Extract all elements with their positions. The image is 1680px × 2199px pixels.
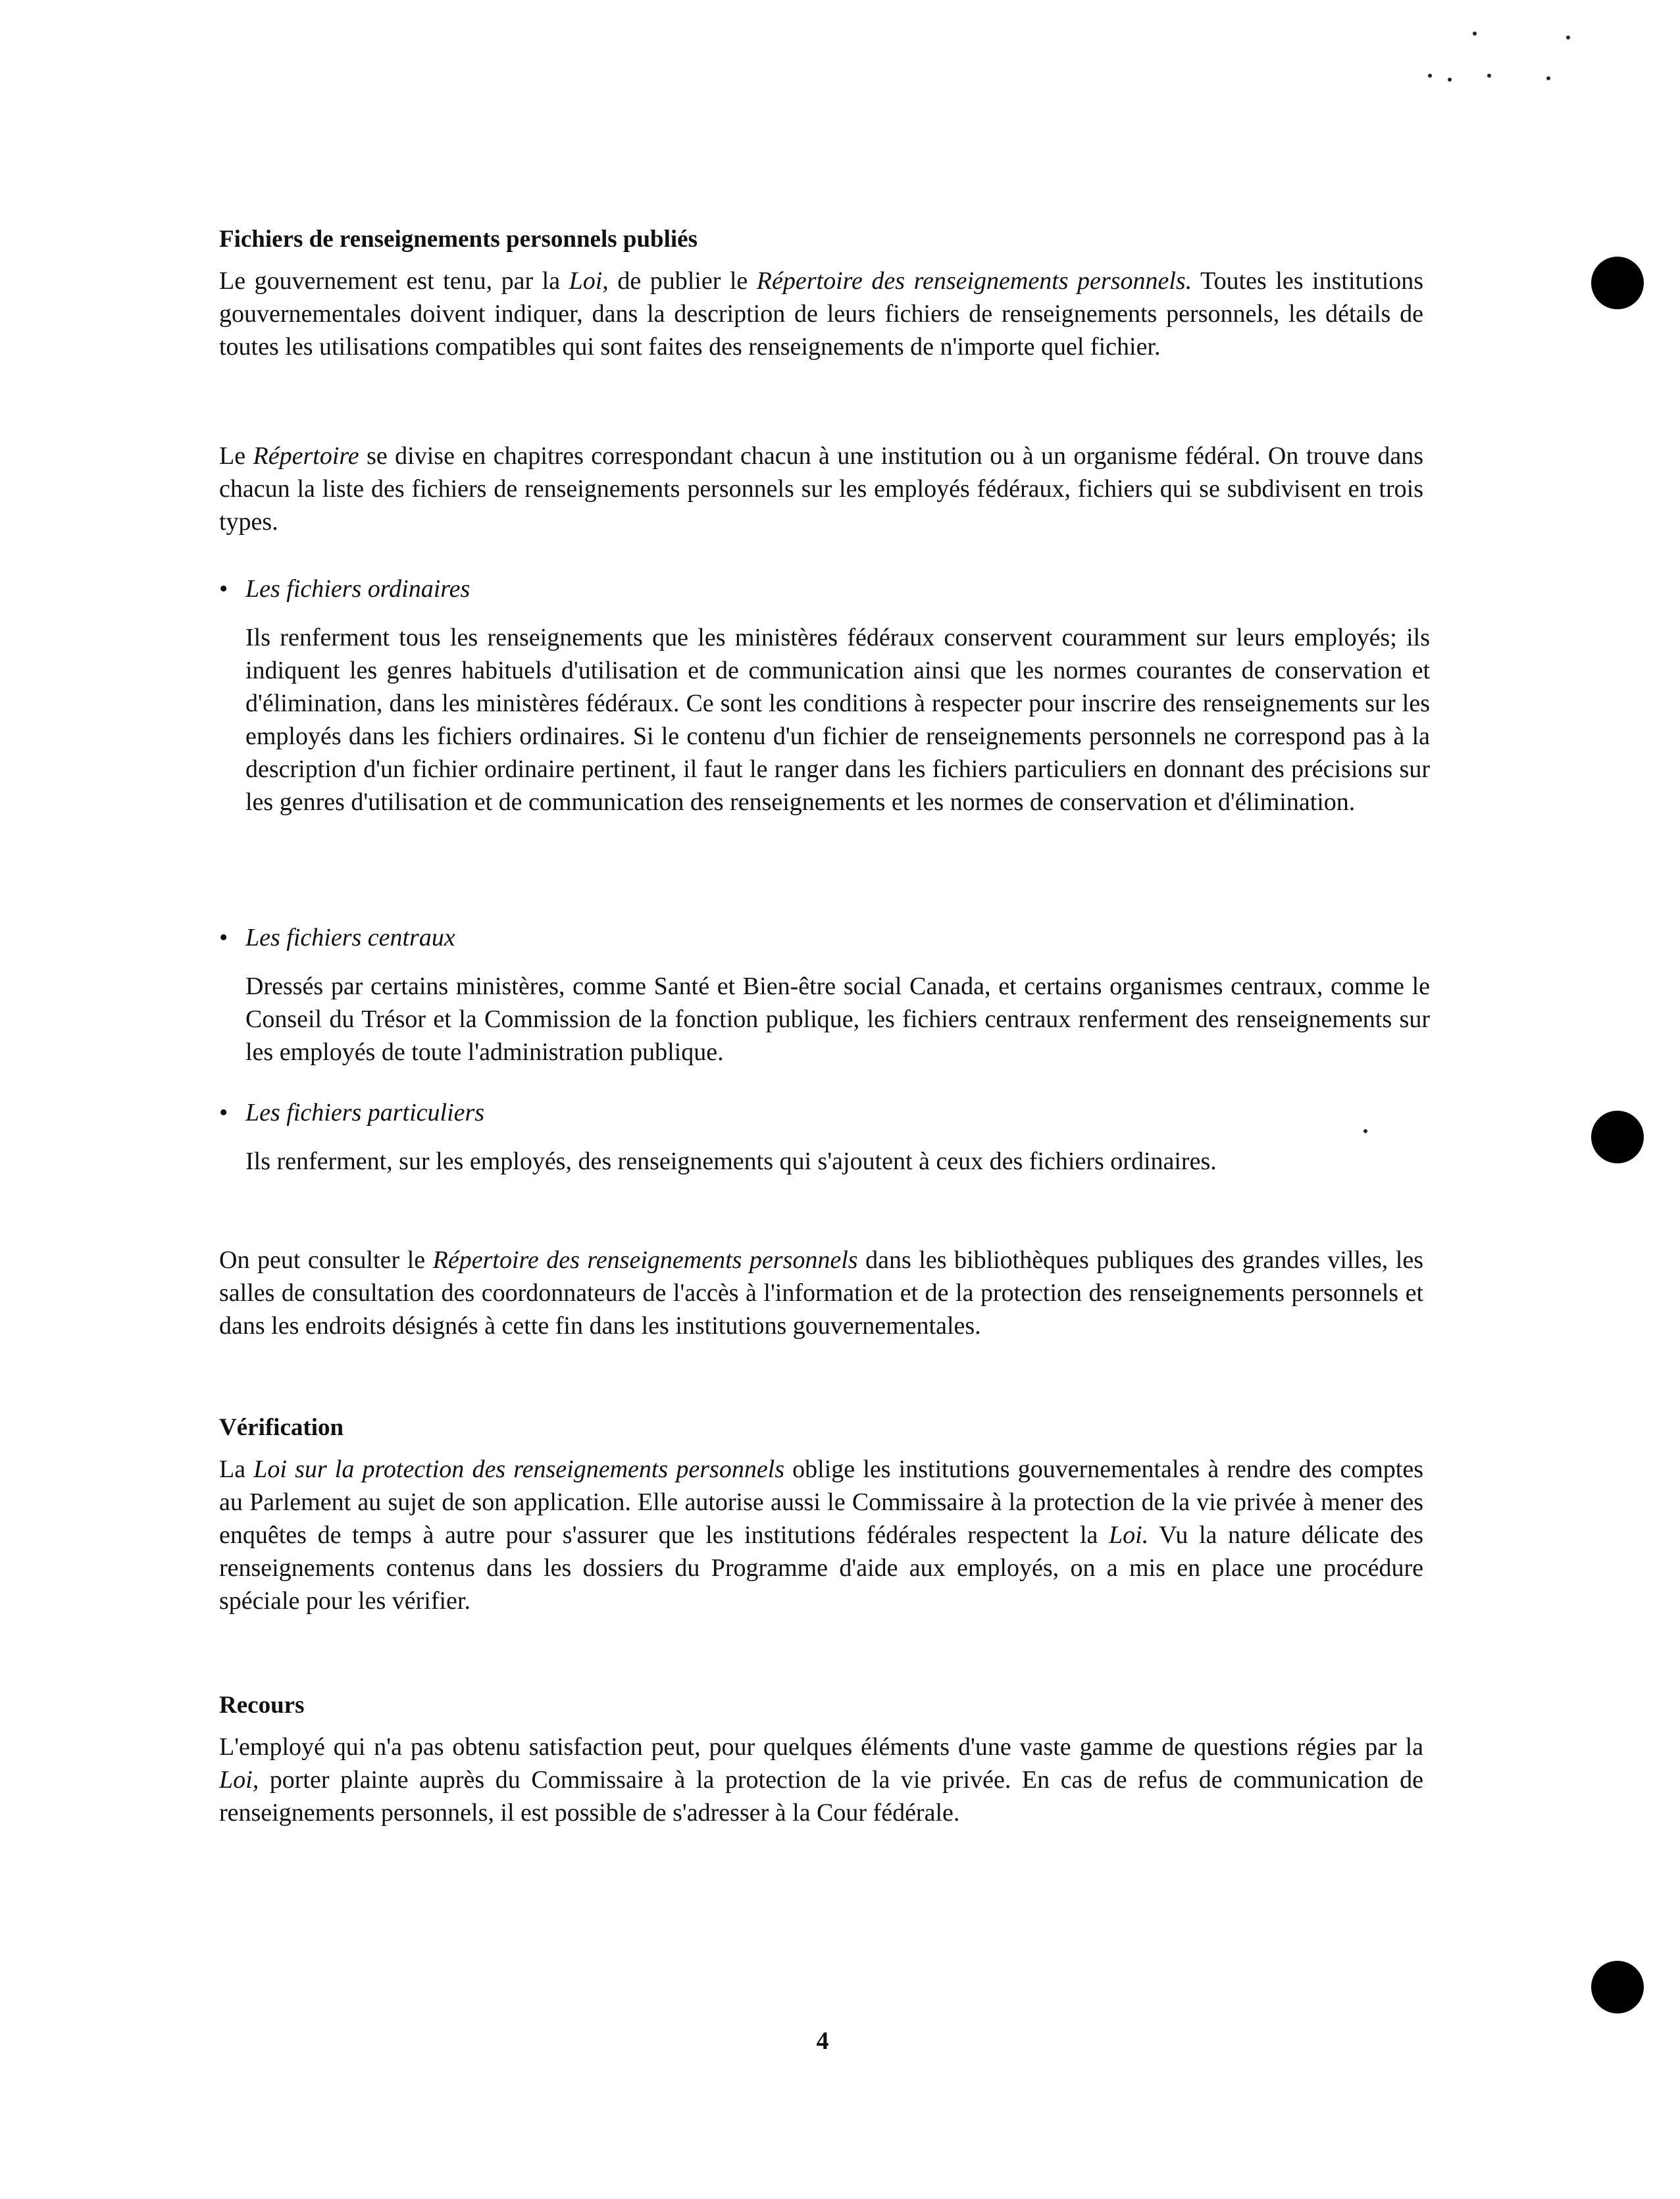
bullet-body-particular: Ils renferment, sur les employés, des renseignements qui s'ajoutent à ceux des fichiers ordinaires. [245,1148,1217,1175]
paragraph-published-intro: Le gouvernement est tenu, par la Loi, de publier le Répertoire des renseignements personnels. Toutes les institutions gouvernementales doivent indiquer, dans la description de leurs fichiers de renseignements personnels, les détails de toutes les utilisations compatibles qui sont faites des renseignements de n'importe quel fichier. [219,267,1423,361]
scan-speck [1566,36,1570,39]
bullet-dot: • [219,924,228,951]
scan-speck [1487,74,1491,78]
paragraph-recours: L'employé qui n'a pas obtenu satisfaction peut, pour quelques éléments d'une vaste gamme de questions régies par la Loi, porter plainte auprès du Commissaire à la protection de la vie privée. En cas de refus de communication de renseignements personnels, il est possible de s'adresser à la Cour fédérale. [219,1733,1423,1827]
punch-hole-bottom [1591,1961,1644,2013]
bullet-body-ordinary: Ils renferment tous les renseignements que les ministères fédéraux conservent couramment sur leurs employés; ils indiquent les genres habituels d'utilisation et de communication ainsi que les normes courantes de conservation et d'élimination, dans les ministères fédéraux. Ce sont les conditions à respecter pour inscrire des renseignements sur les employés dans les fichiers ordinaires. Si le contenu d'un fichier de renseignements personnels ne correspond pas à la description d'un fichier ordinaire pertinent, il faut le ranger dans les fichiers particuliers en donnant des précisions sur les genres d'utilisation et de communication des renseignements et les normes de conservation et d'élimination. [245,624,1430,816]
paragraph-verification: La Loi sur la protection des renseignements personnels oblige les institutions gouvernementales à rendre des comptes au Parlement au sujet de son application. Elle autorise aussi le Commissaire à la protection de la vie privée à mener des enquêtes de temps à autre pour s'assurer que les institutions fédérales respectent la Loi. Vu la nature délicate des renseignements contenus dans les dossiers du Programme d'aide aux employés, on a mis en place une procédure spéciale pour les vérifier. [219,1455,1423,1615]
bullet-title-central: • Les fichiers centraux [219,921,455,954]
section-heading-recours: Recours [219,1692,305,1719]
bullet-body-central: Dressés par certains ministères, comme Santé et Bien-être social Canada, et certains organismes centraux, comme le Conseil du Trésor et la Commission de la fonction publique, les fichiers centraux renferment des renseignements sur les employés de toute l'administration publique. [245,973,1430,1066]
scan-speck [1546,76,1550,80]
page-number: 4 [816,2027,829,2055]
list-item [219,921,1423,954]
bullet-title-particular: • Les fichiers particuliers [219,1096,484,1129]
list-item [219,572,1423,605]
section-heading-verification: Vérification [219,1414,344,1441]
punch-hole-middle [1591,1111,1644,1163]
bullet-dot: • [219,1099,228,1126]
paragraph-repertoire: Le Répertoire se divise en chapitres correspondant chacun à une institution ou à un organisme fédéral. On trouve dans chacun la liste des fichiers de renseignements personnels sur les employés fédéraux, fichiers qui se subdivisent en trois types. [219,442,1423,536]
scan-speck [1448,78,1452,82]
scan-speck [1363,1129,1367,1133]
bullet-title-ordinary: • Les fichiers ordinaires [219,572,470,605]
scan-speck [1473,32,1477,36]
paragraph-consult: On peut consulter le Répertoire des renseignements personnels dans les bibliothèques publiques des grandes villes, les salles de consultation des coordonnateurs de l'accès à l'information et de la protection des renseignements personnels et dans les endroits désignés à cette fin dans les institutions gouvernementales. [219,1246,1423,1340]
list-item [219,1096,1423,1129]
punch-hole-top [1591,257,1644,309]
section-heading-published-files: Fichiers de renseignements personnels publiés [219,226,698,253]
bullet-dot: • [219,575,228,603]
scan-speck [1428,74,1432,78]
